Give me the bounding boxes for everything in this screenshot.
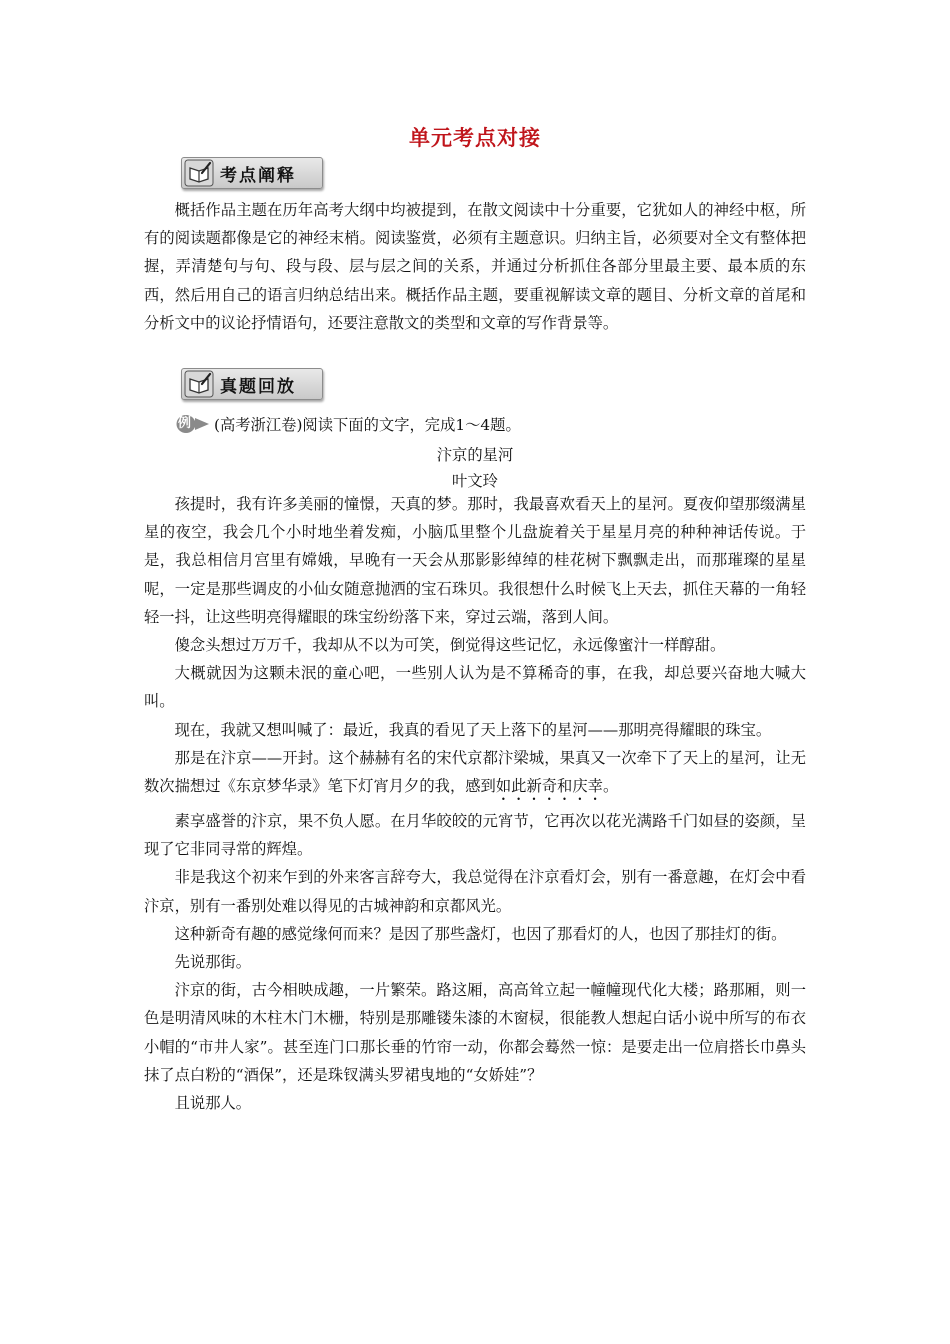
article-paragraph: 汴京的街，古今相映成趣，一片繁荣。路这厢，高高耸立起一幢幢现代化大楼；路那厢，则一色是明清风味的木柱木门木栅，特别是那雕镂朱漆的木窗棂，很能教人想起白话小说中所写的布衣小帽的“市井人家”。甚至连门口那长垂的竹帘一动，你都会蓦然一惊：是要走出一位肩搭长巾鼻头抹了点白粉的“酒保”，还是珠钗满头罗裙曳地的“女娇娃”？ [144,981,806,1084]
paragraph-text: 那是在汴京——开封。这个赫赫有名的宋代京都汴梁城，果真又一次牵下了天上的星河，让无数次揣想过《东京梦华录》笔下灯宵月夕的我，感到 [144,748,806,796]
section-label-review: 真题回放 [220,377,296,397]
explain-paragraph: 概括作品主题在历年高考大纲中均被提到，在散文阅读中十分重要，它犹如人的神经中枢，所有的阅读题都像是它的神经末梢。阅读鉴赏，必须有主题意识。归纳主旨，必须要对全文有整体把握，弄清楚句与句、段与段、层与层之间的关系，并通过分析抓住各部分里最主要、最本质的东西，然后用自己的语言归纳总结出来。概括作品主题，要重视解读文章的题目、分析文章的首尾和分析文中的议论抒情语句，还要注意散文的类型和文章的写作背景等。 [144,201,806,332]
book-pen-icon [184,370,214,398]
article-title: 汴京的星河 [436,446,514,464]
article-paragraph: 先说那街。 [174,953,252,972]
article-paragraph: 非是我这个初来乍到的外来客言辞夸大，我总觉得在汴京看灯会，别有一番意趣，在灯会中看汴京，别有一番别处难以得见的古城神韵和京都风光。 [144,868,806,915]
example-intro-line [176,411,521,439]
example-intro-text: (高考浙江卷)阅读下面的文字，完成1～4题。 [214,416,521,434]
section-banner-explain [181,157,323,189]
example-badge-text: 例 [178,416,192,431]
section-label-explain: 考点阐释 [220,166,296,186]
section-banner-review [181,368,323,400]
book-pen-icon [184,159,214,187]
article-paragraph: 且说那人。 [174,1094,252,1113]
article-paragraph [144,744,806,804]
article-author: 叶文玲 [452,472,498,490]
emphasized-phrase: 如此新奇和庆幸 [495,777,603,796]
explain-paragraph-block [144,196,806,337]
article-paragraph: 大概就因为这颗未泯的童心吧，一些别人认为是不算稀奇的事，在我，却总要兴奋地大喊大叫。 [144,664,806,711]
article-paragraph: 孩提时，我有许多美丽的憧憬，天真的梦。那时，我最喜欢看天上的星河。夏夜仰望那缀满星星的夜空，我会几个小时地坐着发痴，小脑瓜里整个儿盘旋着关于星星月亮的种种神话传说。于是，我总相信月宫里有嫦娥，早晚有一天会从那影影绰绰的桂花树下飘飘走出，而那璀璨的星星呢，一定是那些调皮的小仙女随意抛洒的宝石珠贝。我很想什么时候飞上天去，抓住天幕的一角轻轻一抖，让这些明亮得耀眼的珠宝纷纷落下来，穿过云端，落到人间。 [144,495,806,626]
article-paragraph: 傻念头想过万万千，我却从不以为可笑，倒觉得这些记忆，永远像蜜汁一样醇甜。 [174,636,726,655]
article-paragraph: 这种新奇有趣的感觉缘何而来？是因了那些盏灯，也因了那看灯的人，也因了那挂灯的街。 [174,924,787,943]
article-paragraph: 素享盛誉的汴京，果不负人愿。在月华皎皎的元宵节，它再次以花光满路千门如昼的姿颜，呈现了它非同寻常的辉煌。 [144,812,806,859]
page-title: 单元考点对接 [409,126,541,150]
paragraph-text: 。 [602,777,619,796]
article-paragraph: 现在，我就又想叫喊了：最近，我真的看见了天上落下的星河——那明亮得耀眼的珠宝。 [174,720,772,739]
example-badge [176,414,212,434]
article-body [144,490,806,1117]
